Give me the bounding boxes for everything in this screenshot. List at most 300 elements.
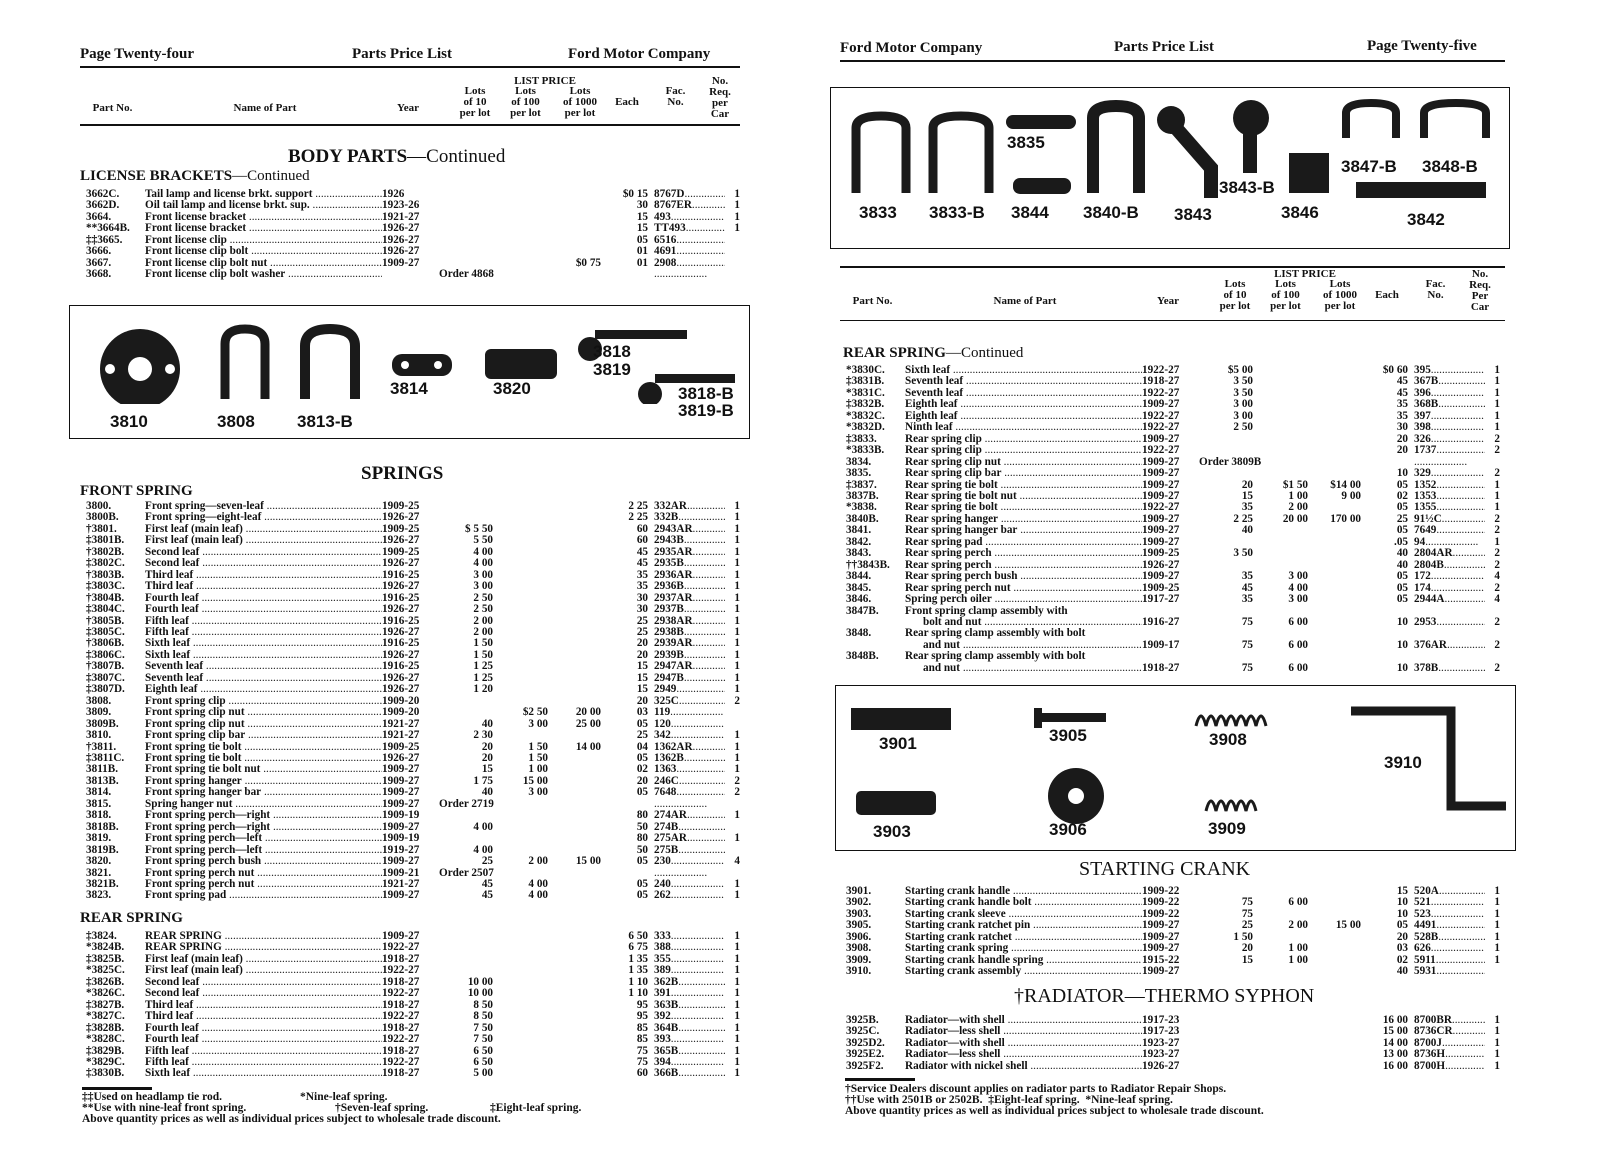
year: 1922-27: [382, 1056, 420, 1068]
number-required: 1: [734, 1022, 740, 1034]
part-name: Front spring perch—left .....: [145, 845, 382, 856]
year: 1922-27: [382, 942, 420, 954]
table-row: [80, 524, 740, 535]
factory-number: 2949 .....: [652, 684, 725, 695]
price-lots-1000: [552, 753, 605, 764]
table-row: [80, 200, 740, 211]
price-each: 45: [1396, 376, 1408, 388]
factory-number: 2938AR .....: [652, 616, 725, 627]
price-lots-10: [1195, 1015, 1257, 1026]
price-lots-10: 6 50: [473, 1045, 493, 1057]
factory-number: 2939B .....: [652, 650, 725, 661]
part-number: 3811B.: [86, 764, 119, 776]
price-lots-10: 2 25: [1233, 513, 1253, 525]
table-row: [80, 719, 740, 730]
part-number: 3837B.: [846, 490, 879, 502]
part-number: ‡3802C.: [86, 558, 125, 570]
part-name: Second leaf .....: [145, 977, 382, 988]
rear-spring-title: REAR SPRING: [80, 910, 183, 926]
number-required: 2: [1494, 468, 1500, 480]
year: 1909-27: [1142, 479, 1180, 491]
number-required: 1: [734, 592, 740, 604]
price-lots-10: [435, 235, 497, 246]
footnote: †Service Dealers discount applies on radiator parts to Radiator Repair Shops.: [845, 1083, 1227, 1095]
part-number: 3925E2.: [846, 1049, 885, 1061]
part-label: 3903: [873, 822, 911, 841]
part-number: *3833B.: [846, 445, 885, 457]
price-lots-1000: [552, 1057, 605, 1068]
price-each: 60: [636, 1068, 648, 1080]
year: 1926-27: [382, 649, 420, 661]
price-lots-1000: [552, 776, 605, 787]
part-number: †3804B.: [86, 592, 125, 604]
column-header-fac: No.: [667, 96, 684, 108]
factory-number: 120 .....: [652, 719, 725, 730]
year: 1919-27: [382, 844, 420, 856]
spacer: [840, 663, 905, 674]
year: 1926-27: [382, 581, 420, 593]
part-label: 3818: [593, 342, 631, 361]
price-each: [605, 269, 652, 280]
table-row: [80, 810, 740, 821]
part-name: Second leaf .....: [145, 988, 382, 999]
price-lots-100: [1257, 966, 1312, 977]
part-name: Sixth leaf .....: [145, 650, 382, 661]
price-each: 03: [1396, 943, 1408, 955]
number-required: 2: [1494, 513, 1500, 525]
part-name: Front spring perch—right .....: [145, 810, 382, 821]
continued-label: —Continued: [945, 345, 1024, 361]
price-each: 03: [636, 707, 648, 719]
number-required: 1: [1494, 387, 1500, 399]
part-number: ‡3837.: [846, 479, 877, 491]
table-row: [80, 753, 740, 764]
price-lots-10: Order 4868: [439, 268, 494, 281]
price-lots-100: [1257, 525, 1312, 536]
number-required: 1: [734, 535, 740, 547]
number-required: 1: [1494, 1026, 1500, 1038]
column-header-lots100: of 100: [511, 96, 540, 108]
spacer: [840, 617, 905, 628]
price-lots-100: [497, 730, 552, 741]
price-lots-100: 3 00: [1288, 594, 1308, 606]
price-each: 95: [636, 999, 648, 1011]
part-number: *3830C.: [846, 365, 885, 376]
part-name: Front license clip bolt washer .....: [145, 269, 382, 280]
year: 1909-25: [382, 523, 420, 535]
column-header-lots10: Lots: [464, 85, 486, 97]
factory-number: 333 .....: [652, 931, 725, 942]
price-lots-10: 75: [1241, 616, 1253, 628]
price-each: 80: [636, 810, 648, 822]
part-name-continued: bolt and nut .....: [905, 617, 1142, 628]
price-lots-1000: [552, 787, 605, 798]
column-header-lots1000: Lots: [569, 85, 591, 97]
price-lots-10: 4 00: [473, 558, 493, 570]
price-lots-10: [435, 696, 497, 707]
price-each: 45: [636, 546, 648, 558]
column-header-list-price: LIST PRICE: [1274, 268, 1336, 280]
price-lots-1000: [1312, 376, 1365, 387]
price-lots-1000: [552, 696, 605, 707]
price-lots-100: [1257, 932, 1312, 943]
year: 1909-27: [1142, 513, 1180, 525]
price-lots-100: [497, 189, 552, 200]
price-lots-100: [497, 246, 552, 257]
price-lots-10: 35: [1241, 502, 1253, 514]
part-number: *3824B.: [86, 942, 125, 954]
year: 1909-22: [1142, 886, 1180, 897]
price-lots-1000: [552, 879, 605, 890]
year: 1909-27: [382, 787, 420, 799]
part-number: 3848B.: [846, 651, 879, 663]
factory-number: 523 .....: [1412, 909, 1485, 920]
price-lots-100: [497, 673, 552, 684]
table-row: [840, 376, 1500, 387]
price-lots-1000: [552, 547, 605, 558]
part-label: 3810: [110, 412, 148, 431]
price-lots-1000: [552, 822, 605, 833]
price-lots-1000: [552, 988, 605, 999]
year: 1916-27: [1142, 616, 1180, 628]
factory-number: 364B .....: [652, 1023, 725, 1034]
part-name: Rear spring tie bolt .....: [905, 502, 1142, 513]
column-header-name: Name of Part: [233, 102, 297, 114]
part-label: 3910: [1384, 753, 1422, 772]
factory-number: [1412, 457, 1485, 468]
number-required: 1: [734, 661, 740, 673]
factory-number: 275B .....: [652, 845, 725, 856]
year: 1909-27: [1142, 536, 1180, 548]
price-lots-1000: [552, 845, 605, 856]
year: 1916-25: [382, 569, 420, 581]
factory-number: 5911 .....: [1412, 955, 1485, 966]
price-each: 40: [1396, 966, 1408, 978]
factory-number: 246C .....: [652, 776, 725, 787]
section-title: [288, 146, 505, 168]
price-lots-1000: 25 00: [575, 718, 601, 730]
footnote: *Nine-leaf spring.: [300, 1091, 388, 1103]
factory-number: 94 .....: [1412, 537, 1485, 548]
price-lots-10: [435, 512, 497, 523]
price-lots-1000: [1312, 468, 1365, 479]
price-lots-1000: [1312, 617, 1365, 628]
factory-number: [652, 799, 725, 810]
part-name: Sixth leaf .....: [145, 1068, 382, 1079]
price-each: 10: [1396, 468, 1408, 480]
part-number: 3666.: [86, 246, 112, 258]
table-row: [840, 920, 1500, 931]
year: 1918-27: [382, 999, 420, 1011]
price-lots-100: [497, 868, 552, 879]
factory-number: 1352 .....: [1412, 480, 1485, 491]
factory-number: TT493 .....: [652, 223, 725, 234]
price-each: 05: [1396, 594, 1408, 606]
factory-number: 240 .....: [652, 879, 725, 890]
part-name: Front spring tie bolt .....: [145, 742, 382, 753]
number-required: 1: [1494, 908, 1500, 920]
factory-number: 626 .....: [1412, 943, 1485, 954]
price-each: 01: [636, 257, 648, 269]
number-required: [1485, 457, 1500, 468]
price-each: 30: [1396, 422, 1408, 434]
price-lots-10: 75: [1241, 908, 1253, 920]
number-required: [725, 258, 740, 269]
price-each: 1 10: [628, 976, 648, 988]
price-lots-1000: [1312, 445, 1365, 456]
price-lots-10: 4 00: [473, 844, 493, 856]
part-number: *3832D.: [846, 422, 885, 434]
column-header-req: Per: [1471, 290, 1489, 302]
price-each: 20: [636, 695, 648, 707]
footnote: †Seven-leaf spring.: [335, 1102, 429, 1114]
table-row: [80, 547, 740, 558]
part-number: 3668.: [86, 269, 112, 281]
price-lots-1000: [552, 942, 605, 953]
table-row: [840, 886, 1500, 897]
price-lots-100: $2 50: [522, 707, 548, 719]
part-name: Front spring tie bolt .....: [145, 753, 382, 764]
year: 1916-25: [382, 661, 420, 673]
part-label: 3818-B: [678, 384, 734, 403]
table-row: [80, 942, 740, 953]
price-lots-100: [497, 965, 552, 976]
price-lots-10: 45: [481, 890, 493, 902]
table-row: [840, 399, 1500, 410]
factory-number: 1362AR .....: [652, 742, 725, 753]
table-row: [80, 558, 740, 569]
price-lots-10: [435, 942, 497, 953]
price-lots-1000: [552, 212, 605, 223]
table-row: [840, 594, 1500, 605]
part-name: Fourth leaf .....: [145, 1034, 382, 1045]
part-label: 3847-B: [1341, 157, 1397, 176]
part-number: 3800B.: [86, 512, 119, 524]
price-lots-100: [1257, 1049, 1312, 1060]
starting-crank-table: [840, 886, 1500, 978]
price-each: 15: [636, 223, 648, 235]
price-lots-1000: 15 00: [1335, 920, 1361, 932]
price-each: .05: [1394, 536, 1408, 548]
price-lots-10: 7 50: [473, 1034, 493, 1046]
factory-number: 391 .....: [652, 988, 725, 999]
part-label: 3846: [1281, 203, 1319, 222]
table-row: [840, 422, 1500, 433]
price-lots-100: [497, 212, 552, 223]
price-lots-100: [497, 627, 552, 638]
part-name: Fourth leaf .....: [145, 604, 382, 615]
part-name-continued: and nut .....: [905, 663, 1142, 674]
table-row: [80, 988, 740, 999]
price-lots-100: 1 00: [1288, 954, 1308, 966]
part-name: Rear spring hanger .....: [905, 514, 1142, 525]
table-row: [840, 966, 1500, 977]
price-each: 15 00: [1382, 1026, 1408, 1038]
price-lots-10: 1 50: [1233, 931, 1253, 943]
column-header-req: per: [712, 97, 728, 109]
price-each: 10: [1396, 908, 1408, 920]
table-row: [80, 742, 740, 753]
price-lots-1000: [552, 931, 605, 942]
price-lots-10: 6 50: [473, 1056, 493, 1068]
part-number: 3819B.: [86, 844, 119, 856]
part-number: 3909.: [846, 954, 872, 966]
part-name: Starting crank assembly .....: [905, 966, 1142, 977]
price-each: 30: [636, 604, 648, 616]
price-lots-10: 2 50: [473, 592, 493, 604]
table-row: [80, 1068, 740, 1079]
table-row: [840, 548, 1500, 559]
factory-number: 4491 .....: [1412, 920, 1485, 931]
price-lots-100: [1257, 388, 1312, 399]
price-lots-10: [1195, 537, 1257, 548]
part-number: 3800.: [86, 501, 112, 512]
price-lots-1000: [1312, 422, 1365, 433]
price-each: 6 75: [628, 942, 648, 954]
factory-number: 329 .....: [1412, 468, 1485, 479]
column-header-lots1000: of 1000: [1323, 289, 1357, 301]
price-each: 15: [636, 661, 648, 673]
year: 1909-27: [382, 775, 420, 787]
price-lots-10: 1 25: [473, 672, 493, 684]
price-lots-100: [497, 547, 552, 558]
year: 1926-27: [382, 535, 420, 547]
table-row: [80, 604, 740, 615]
price-lots-100: [1257, 537, 1312, 548]
part-number: †3806B.: [86, 638, 125, 650]
part-name: Rear spring clip nut .....: [905, 457, 1142, 468]
price-each: 13 00: [1382, 1049, 1408, 1061]
price-lots-1000: 15 00: [575, 856, 601, 868]
table-row: [80, 246, 740, 257]
price-lots-10: $ 5 50: [465, 523, 493, 535]
price-each: 20: [636, 775, 648, 787]
factory-number: 2953 .....: [1412, 617, 1485, 628]
part-label: 3840-B: [1083, 203, 1139, 222]
continued-label: —Continued: [407, 146, 506, 167]
part-name: First leaf (main leaf) .....: [145, 535, 382, 546]
number-required: 2: [734, 787, 740, 799]
number-required: 1: [734, 615, 740, 627]
price-each: 80: [636, 833, 648, 845]
number-required: 1: [734, 558, 740, 570]
table-row: [80, 570, 740, 581]
price-lots-10: 2 50: [473, 604, 493, 616]
part-number: ‡3807C.: [86, 672, 125, 684]
parts-illustration-starting-crank: [835, 685, 1516, 851]
year: 1926-27: [382, 512, 420, 524]
part-number: 3818.: [86, 810, 112, 822]
price-lots-100: 20 00: [1282, 513, 1308, 525]
year: 1922-27: [382, 988, 420, 1000]
table-row: [80, 707, 740, 718]
year: 1909-27: [1142, 943, 1180, 955]
year: 1909-27: [1142, 399, 1180, 411]
price-each: 45: [1396, 387, 1408, 399]
part-name: Tail lamp and license brkt. support .....: [145, 189, 382, 200]
number-required: 1: [734, 1034, 740, 1046]
part-number: ††3843B.: [846, 559, 890, 571]
price-each: 15: [636, 672, 648, 684]
part-number: 3808.: [86, 695, 112, 707]
price-lots-100: 1 50: [528, 741, 548, 753]
factory-number: 342 .....: [652, 730, 725, 741]
price-each: 1 35: [628, 965, 648, 977]
price-lots-100: 6 00: [1288, 662, 1308, 674]
number-required: 2: [1494, 445, 1500, 457]
part-number: 3662D.: [86, 200, 120, 212]
table-row: [80, 223, 740, 234]
price-lots-1000: [552, 684, 605, 695]
year: 1918-27: [382, 1022, 420, 1034]
price-lots-1000: [552, 1023, 605, 1034]
price-lots-100: [1257, 422, 1312, 433]
price-each: 20: [1396, 433, 1408, 445]
part-number: 3845.: [846, 582, 872, 594]
table-row: [80, 977, 740, 988]
part-number: 3906.: [846, 931, 872, 943]
year: 1909-27: [382, 856, 420, 868]
price-lots-10: 75: [1241, 639, 1253, 651]
factory-number: 2947B .....: [652, 673, 725, 684]
factory-number: 174 .....: [1412, 583, 1485, 594]
factory-number: 1362B .....: [652, 753, 725, 764]
price-each: 02: [1396, 954, 1408, 966]
price-each: 16 00: [1382, 1060, 1408, 1072]
part-number: 3664.: [86, 211, 112, 223]
table-row: [80, 764, 740, 775]
number-required: 1: [1494, 399, 1500, 411]
price-lots-1000: [552, 200, 605, 211]
year: 1923-27: [1142, 1037, 1180, 1049]
part-name: Rear spring perch .....: [905, 548, 1142, 559]
part-number: 3846.: [846, 594, 872, 606]
price-lots-1000: [552, 512, 605, 523]
factory-number: 8767D .....: [652, 189, 725, 200]
price-each: 05: [636, 752, 648, 764]
price-lots-10: [435, 246, 497, 257]
part-name: Rear spring tie bolt nut .....: [905, 491, 1142, 502]
factory-number: 274B .....: [652, 822, 725, 833]
table-row: [80, 1000, 740, 1011]
price-lots-1000: [1312, 434, 1365, 445]
price-lots-1000: [1312, 663, 1365, 674]
number-required: 2: [734, 775, 740, 787]
price-each: 95: [636, 1011, 648, 1023]
price-lots-100: [1257, 457, 1312, 468]
column-header-fac: Fac.: [1425, 278, 1446, 290]
part-name: First leaf (main leaf) .....: [145, 965, 382, 976]
part-number: 3843.: [846, 548, 872, 560]
part-number: †3805B.: [86, 615, 125, 627]
price-lots-10: 15: [1241, 490, 1253, 502]
price-lots-100: [497, 593, 552, 604]
table-row: [80, 684, 740, 695]
column-header-each: Each: [615, 96, 639, 108]
price-lots-100: [497, 501, 552, 512]
part-name: Fifth leaf .....: [145, 1057, 382, 1068]
price-lots-10: 15: [481, 764, 493, 776]
part-number: 3925C.: [846, 1026, 880, 1038]
part-name: Rear spring clamp assembly with bolt: [905, 627, 1086, 640]
part-name: Starting crank handle .....: [905, 886, 1142, 897]
price-lots-10: [435, 954, 497, 965]
part-name: Rear spring hanger bar .....: [905, 525, 1142, 536]
price-lots-100: [1257, 1061, 1312, 1072]
part-name: Front spring tie bolt nut .....: [145, 764, 382, 775]
table-row: [840, 663, 1500, 674]
year: 1916-25: [382, 638, 420, 650]
